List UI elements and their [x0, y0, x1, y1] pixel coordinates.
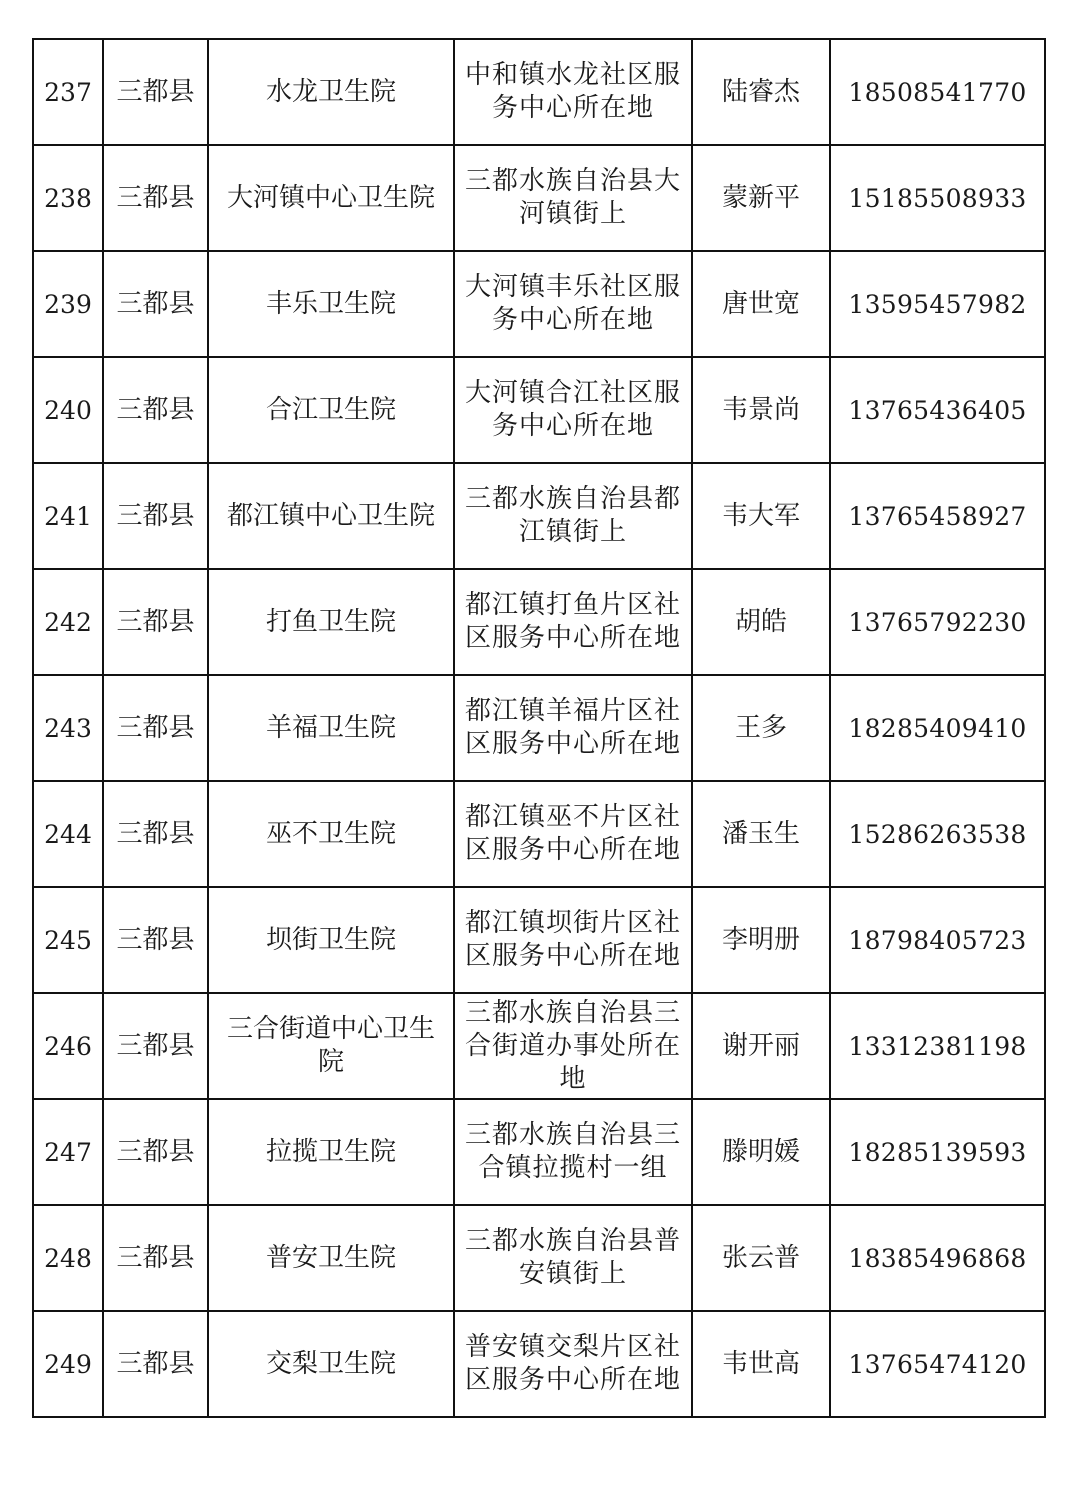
row-number-cell: 246	[33, 993, 103, 1099]
row-number-cell: 249	[33, 1311, 103, 1417]
institution-cell: 打鱼卫生院	[208, 569, 454, 675]
phone-cell: 13765458927	[830, 463, 1045, 569]
contact-person-cell: 韦世高	[692, 1311, 830, 1417]
address-cell: 三都水族自治县普安镇街上	[454, 1205, 692, 1311]
contact-person-cell: 蒙新平	[692, 145, 830, 251]
phone-cell: 13765436405	[830, 357, 1045, 463]
table-row	[33, 463, 1045, 569]
contact-person-cell: 陆睿杰	[692, 39, 830, 145]
county-cell: 三都县	[103, 1311, 208, 1417]
row-number-cell: 244	[33, 781, 103, 887]
table-row	[33, 251, 1045, 357]
institution-cell: 拉揽卫生院	[208, 1099, 454, 1205]
county-cell: 三都县	[103, 887, 208, 993]
clinic-contact-table	[32, 38, 1046, 1418]
address-cell: 都江镇羊福片区社区服务中心所在地	[454, 675, 692, 781]
institution-cell: 普安卫生院	[208, 1205, 454, 1311]
phone-cell: 13312381198	[830, 993, 1045, 1099]
phone-cell: 13765474120	[830, 1311, 1045, 1417]
phone-cell: 18385496868	[830, 1205, 1045, 1311]
institution-cell: 都江镇中心卫生院	[208, 463, 454, 569]
phone-cell: 18285139593	[830, 1099, 1045, 1205]
table-row	[33, 1205, 1045, 1311]
county-cell: 三都县	[103, 781, 208, 887]
county-cell: 三都县	[103, 1205, 208, 1311]
table-body	[33, 39, 1045, 1417]
county-cell: 三都县	[103, 39, 208, 145]
institution-cell: 大河镇中心卫生院	[208, 145, 454, 251]
county-cell: 三都县	[103, 145, 208, 251]
county-cell: 三都县	[103, 251, 208, 357]
row-number-cell: 248	[33, 1205, 103, 1311]
county-cell: 三都县	[103, 675, 208, 781]
contact-person-cell: 张云普	[692, 1205, 830, 1311]
phone-cell: 18798405723	[830, 887, 1045, 993]
address-cell: 都江镇坝街片区社区服务中心所在地	[454, 887, 692, 993]
table-row	[33, 569, 1045, 675]
institution-cell: 坝街卫生院	[208, 887, 454, 993]
row-number-cell: 238	[33, 145, 103, 251]
institution-cell: 水龙卫生院	[208, 39, 454, 145]
contact-person-cell: 谢开丽	[692, 993, 830, 1099]
institution-cell: 巫不卫生院	[208, 781, 454, 887]
contact-person-cell: 胡皓	[692, 569, 830, 675]
phone-cell: 13595457982	[830, 251, 1045, 357]
address-cell: 都江镇巫不片区社区服务中心所在地	[454, 781, 692, 887]
contact-person-cell: 李明册	[692, 887, 830, 993]
institution-cell: 三合街道中心卫生院	[208, 993, 454, 1099]
institution-cell: 合江卫生院	[208, 357, 454, 463]
table-row	[33, 887, 1045, 993]
row-number-cell: 239	[33, 251, 103, 357]
address-cell: 普安镇交梨片区社区服务中心所在地	[454, 1311, 692, 1417]
address-cell: 三都水族自治县大河镇街上	[454, 145, 692, 251]
address-cell: 三都水族自治县三合街道办事处所在地	[454, 993, 692, 1099]
phone-cell: 18508541770	[830, 39, 1045, 145]
contact-person-cell: 韦大军	[692, 463, 830, 569]
row-number-cell: 242	[33, 569, 103, 675]
address-cell: 大河镇丰乐社区服务中心所在地	[454, 251, 692, 357]
address-cell: 中和镇水龙社区服务中心所在地	[454, 39, 692, 145]
table-row	[33, 145, 1045, 251]
address-cell: 都江镇打鱼片区社区服务中心所在地	[454, 569, 692, 675]
phone-cell: 18285409410	[830, 675, 1045, 781]
contact-person-cell: 王多	[692, 675, 830, 781]
institution-cell: 丰乐卫生院	[208, 251, 454, 357]
institution-cell: 羊福卫生院	[208, 675, 454, 781]
county-cell: 三都县	[103, 463, 208, 569]
contact-person-cell: 韦景尚	[692, 357, 830, 463]
contact-person-cell: 唐世宽	[692, 251, 830, 357]
institution-cell: 交梨卫生院	[208, 1311, 454, 1417]
county-cell: 三都县	[103, 357, 208, 463]
phone-cell: 15185508933	[830, 145, 1045, 251]
table-row	[33, 39, 1045, 145]
row-number-cell: 241	[33, 463, 103, 569]
phone-cell: 13765792230	[830, 569, 1045, 675]
county-cell: 三都县	[103, 993, 208, 1099]
table-row	[33, 1311, 1045, 1417]
county-cell: 三都县	[103, 1099, 208, 1205]
address-cell: 大河镇合江社区服务中心所在地	[454, 357, 692, 463]
contact-person-cell: 潘玉生	[692, 781, 830, 887]
table-row	[33, 781, 1045, 887]
phone-cell: 15286263538	[830, 781, 1045, 887]
table-row	[33, 993, 1045, 1099]
row-number-cell: 240	[33, 357, 103, 463]
row-number-cell: 243	[33, 675, 103, 781]
county-cell: 三都县	[103, 569, 208, 675]
address-cell: 三都水族自治县三合镇拉揽村一组	[454, 1099, 692, 1205]
row-number-cell: 245	[33, 887, 103, 993]
table-row	[33, 357, 1045, 463]
address-cell: 三都水族自治县都江镇街上	[454, 463, 692, 569]
table-row	[33, 1099, 1045, 1205]
row-number-cell: 247	[33, 1099, 103, 1205]
row-number-cell: 237	[33, 39, 103, 145]
contact-person-cell: 滕明媛	[692, 1099, 830, 1205]
table-row	[33, 675, 1045, 781]
